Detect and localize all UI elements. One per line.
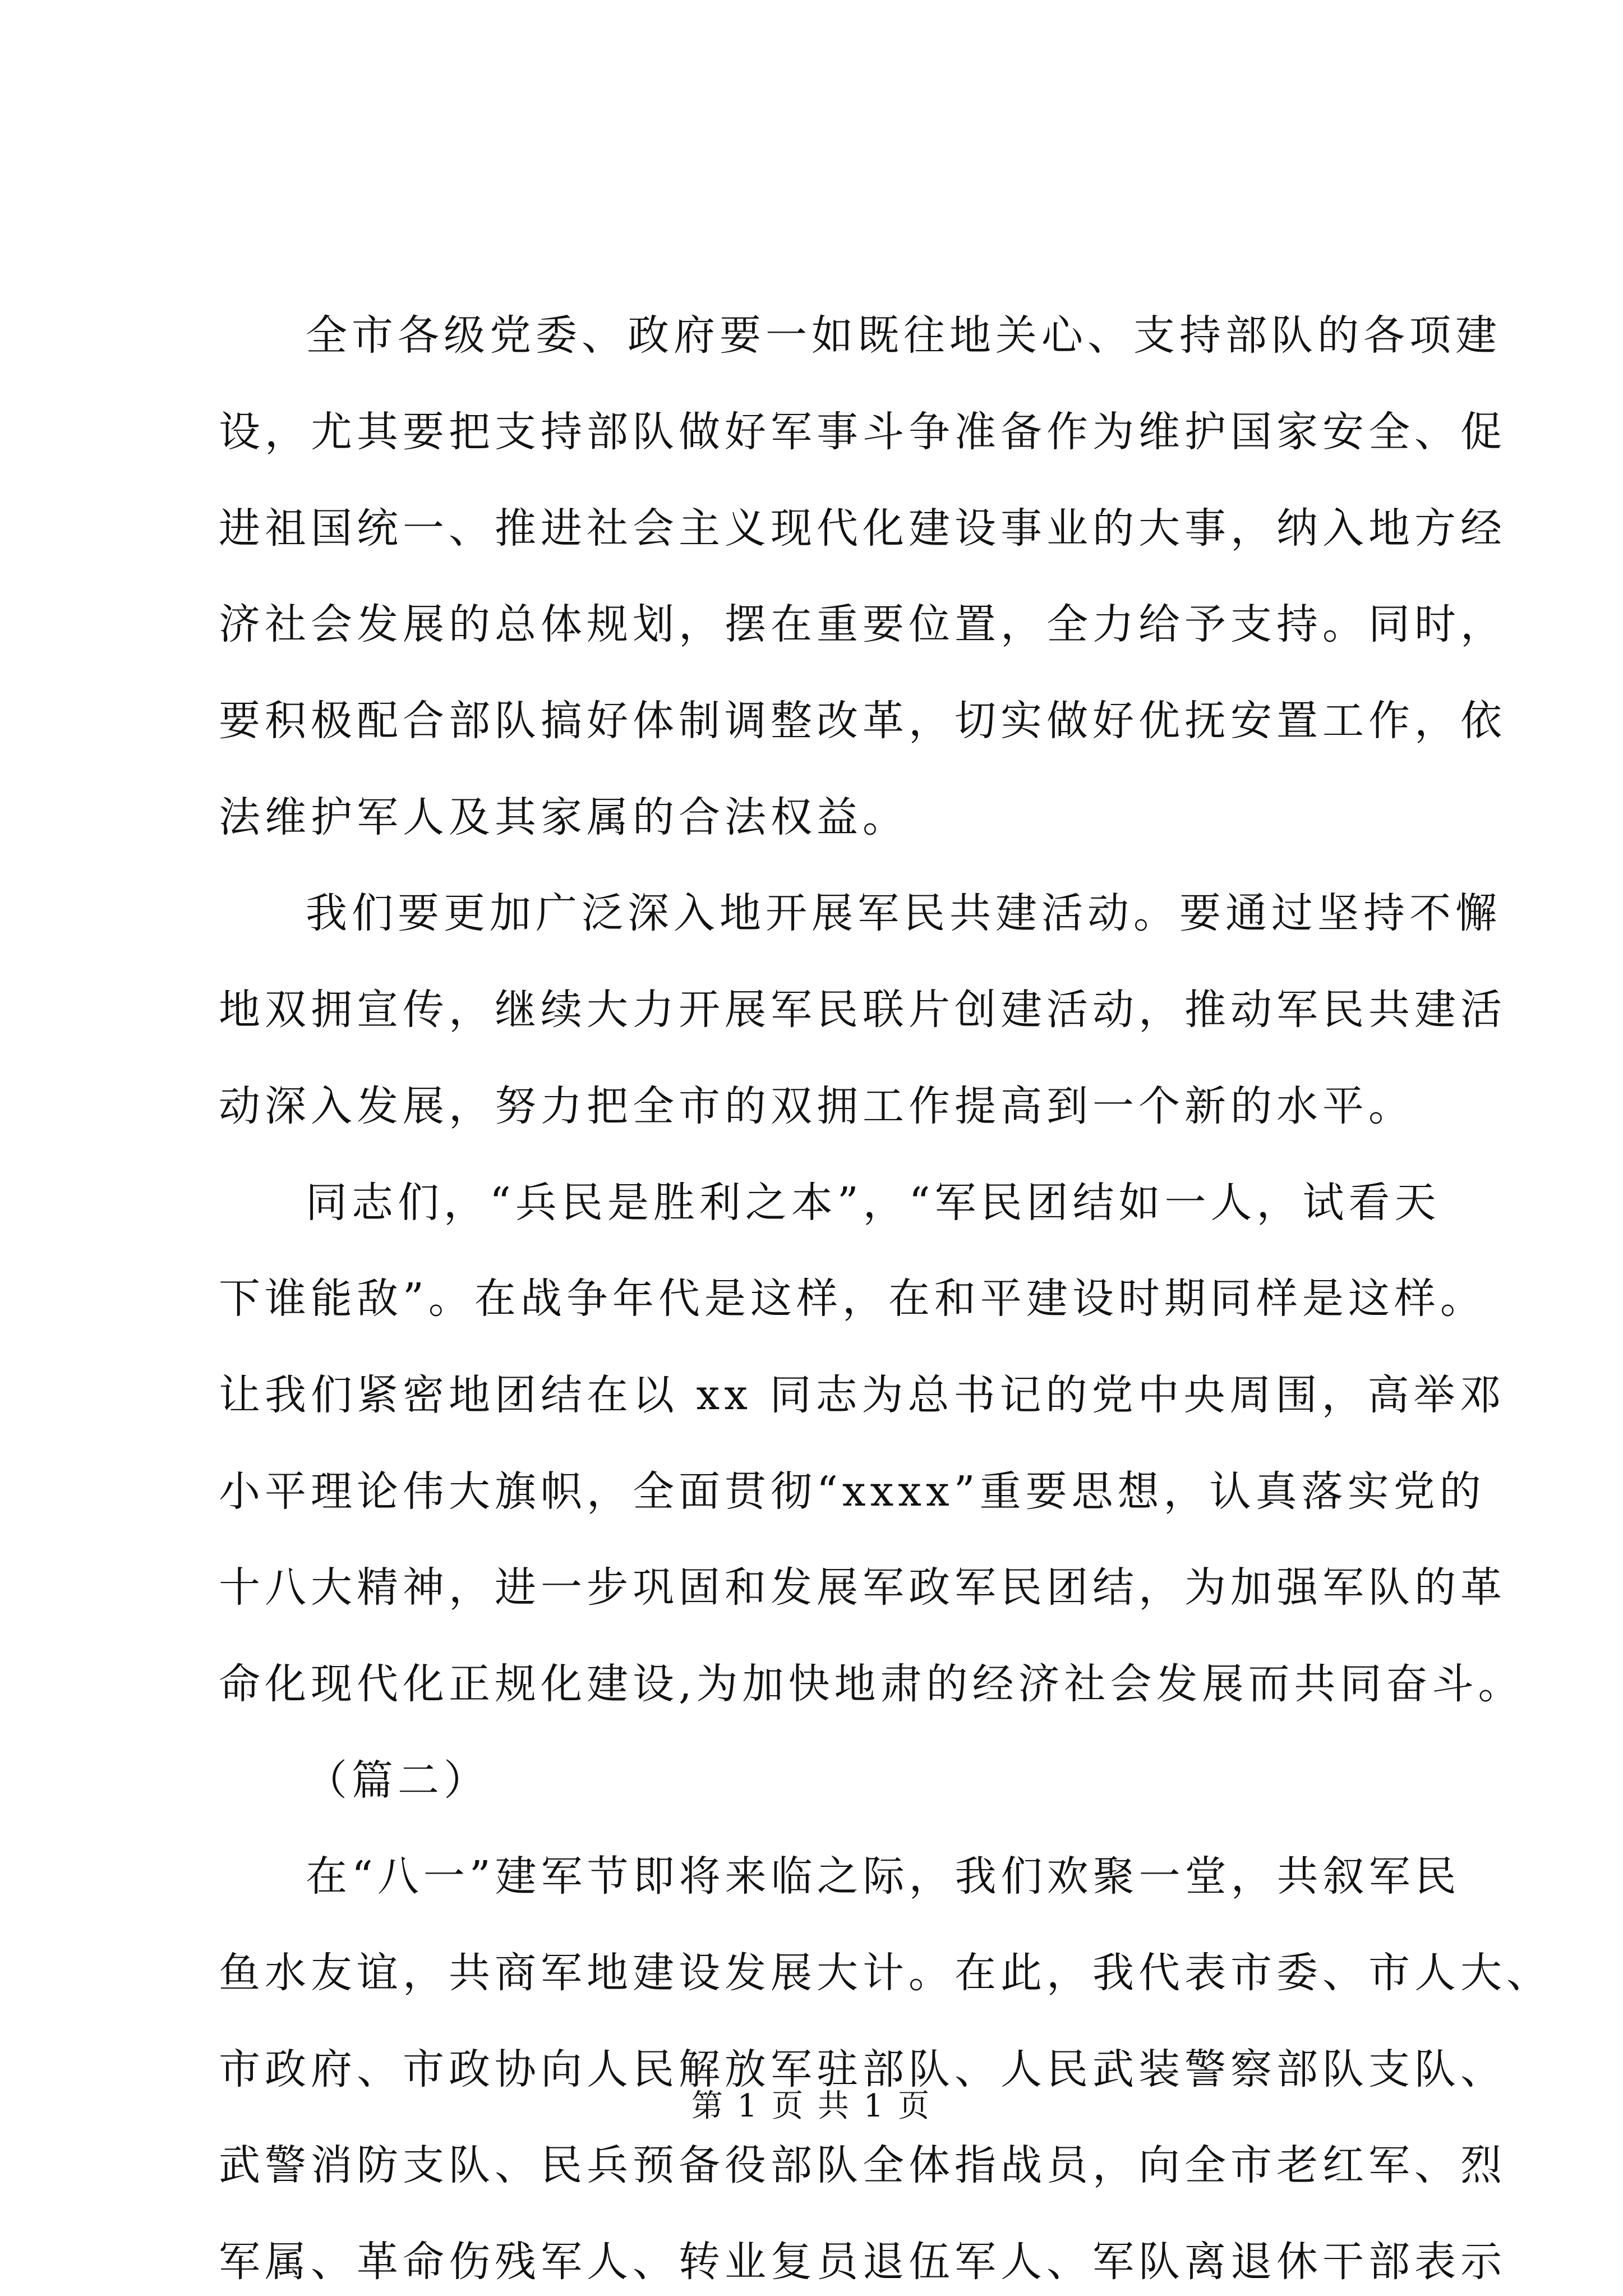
text-line: 市政府、市政协向人民解放军驻部队、人民武装警察部队支队、 [219, 2045, 1506, 2093]
text-line: 进祖国统一、推进社会主义现代化建设事业的大事，纳入地方经 [219, 504, 1506, 553]
text-line: 设，尤其要把支持部队做好军事斗争准备作为维护国家安全、促 [219, 408, 1506, 456]
text-line: 鱼水友谊，共商军地建设发展大计。在此，我代表市委、市人大、 [219, 1949, 1552, 1997]
text-line: 要积极配合部队搞好体制调整改革，切实做好优抚安置工作，依 [219, 697, 1506, 745]
text-line: 济社会发展的总体规划，摆在重要位置，全力给予支持。同时， [219, 600, 1506, 648]
text-line: 我们要更加广泛深入地开展军民共建活动。要通过坚持不懈 [306, 889, 1501, 937]
text-line: 军属、革命伤残军人、转业复员退伍军人、军队离退休干部表示 [219, 2238, 1506, 2286]
page-footer: 第 1 页 共 1 页 [691, 2088, 932, 2124]
section-heading: （篇二） [306, 1756, 490, 1805]
text-line: 在“八一”建军节即将来临之际，我们欢聚一堂，共叙军民 [306, 1852, 1461, 1901]
text-line: 地双拥宣传，继续大力开展军民联片创建活动，推动军民共建活 [219, 986, 1506, 1034]
text-line: 同志们，“兵民是胜利之本”，“军民团结如一人，试看天 [306, 1179, 1441, 1227]
text-line: 武警消防支队、民兵预备役部队全体指战员，向全市老红军、烈 [219, 2141, 1506, 2189]
text-line: 十八大精神，进一步巩固和发展军政军民团结，为加强军队的革 [219, 1563, 1506, 1612]
text-line: 动深入发展，努力把全市的双拥工作提高到一个新的水平。 [219, 1082, 1414, 1130]
text-line: 下谁能敌”。在战争年代是这样，在和平建设时期同样是这样。 [219, 1274, 1486, 1323]
text-line: 命化现代化正规化建设,为加快地肃的经济社会发展而共同奋斗。 [219, 1660, 1524, 1708]
text-line: 全市各级党委、政府要一如既往地关心、支持部队的各项建 [306, 311, 1501, 360]
text-line: 小平理论伟大旗帜，全面贯彻“xxxx”重要思想，认真落实党的 [219, 1467, 1486, 1516]
text-line: 让我们紧密地团结在以 xx 同志为总书记的党中央周围，高举邓 [219, 1371, 1506, 1419]
text-line: 法维护军人及其家属的合法权益。 [219, 793, 909, 841]
